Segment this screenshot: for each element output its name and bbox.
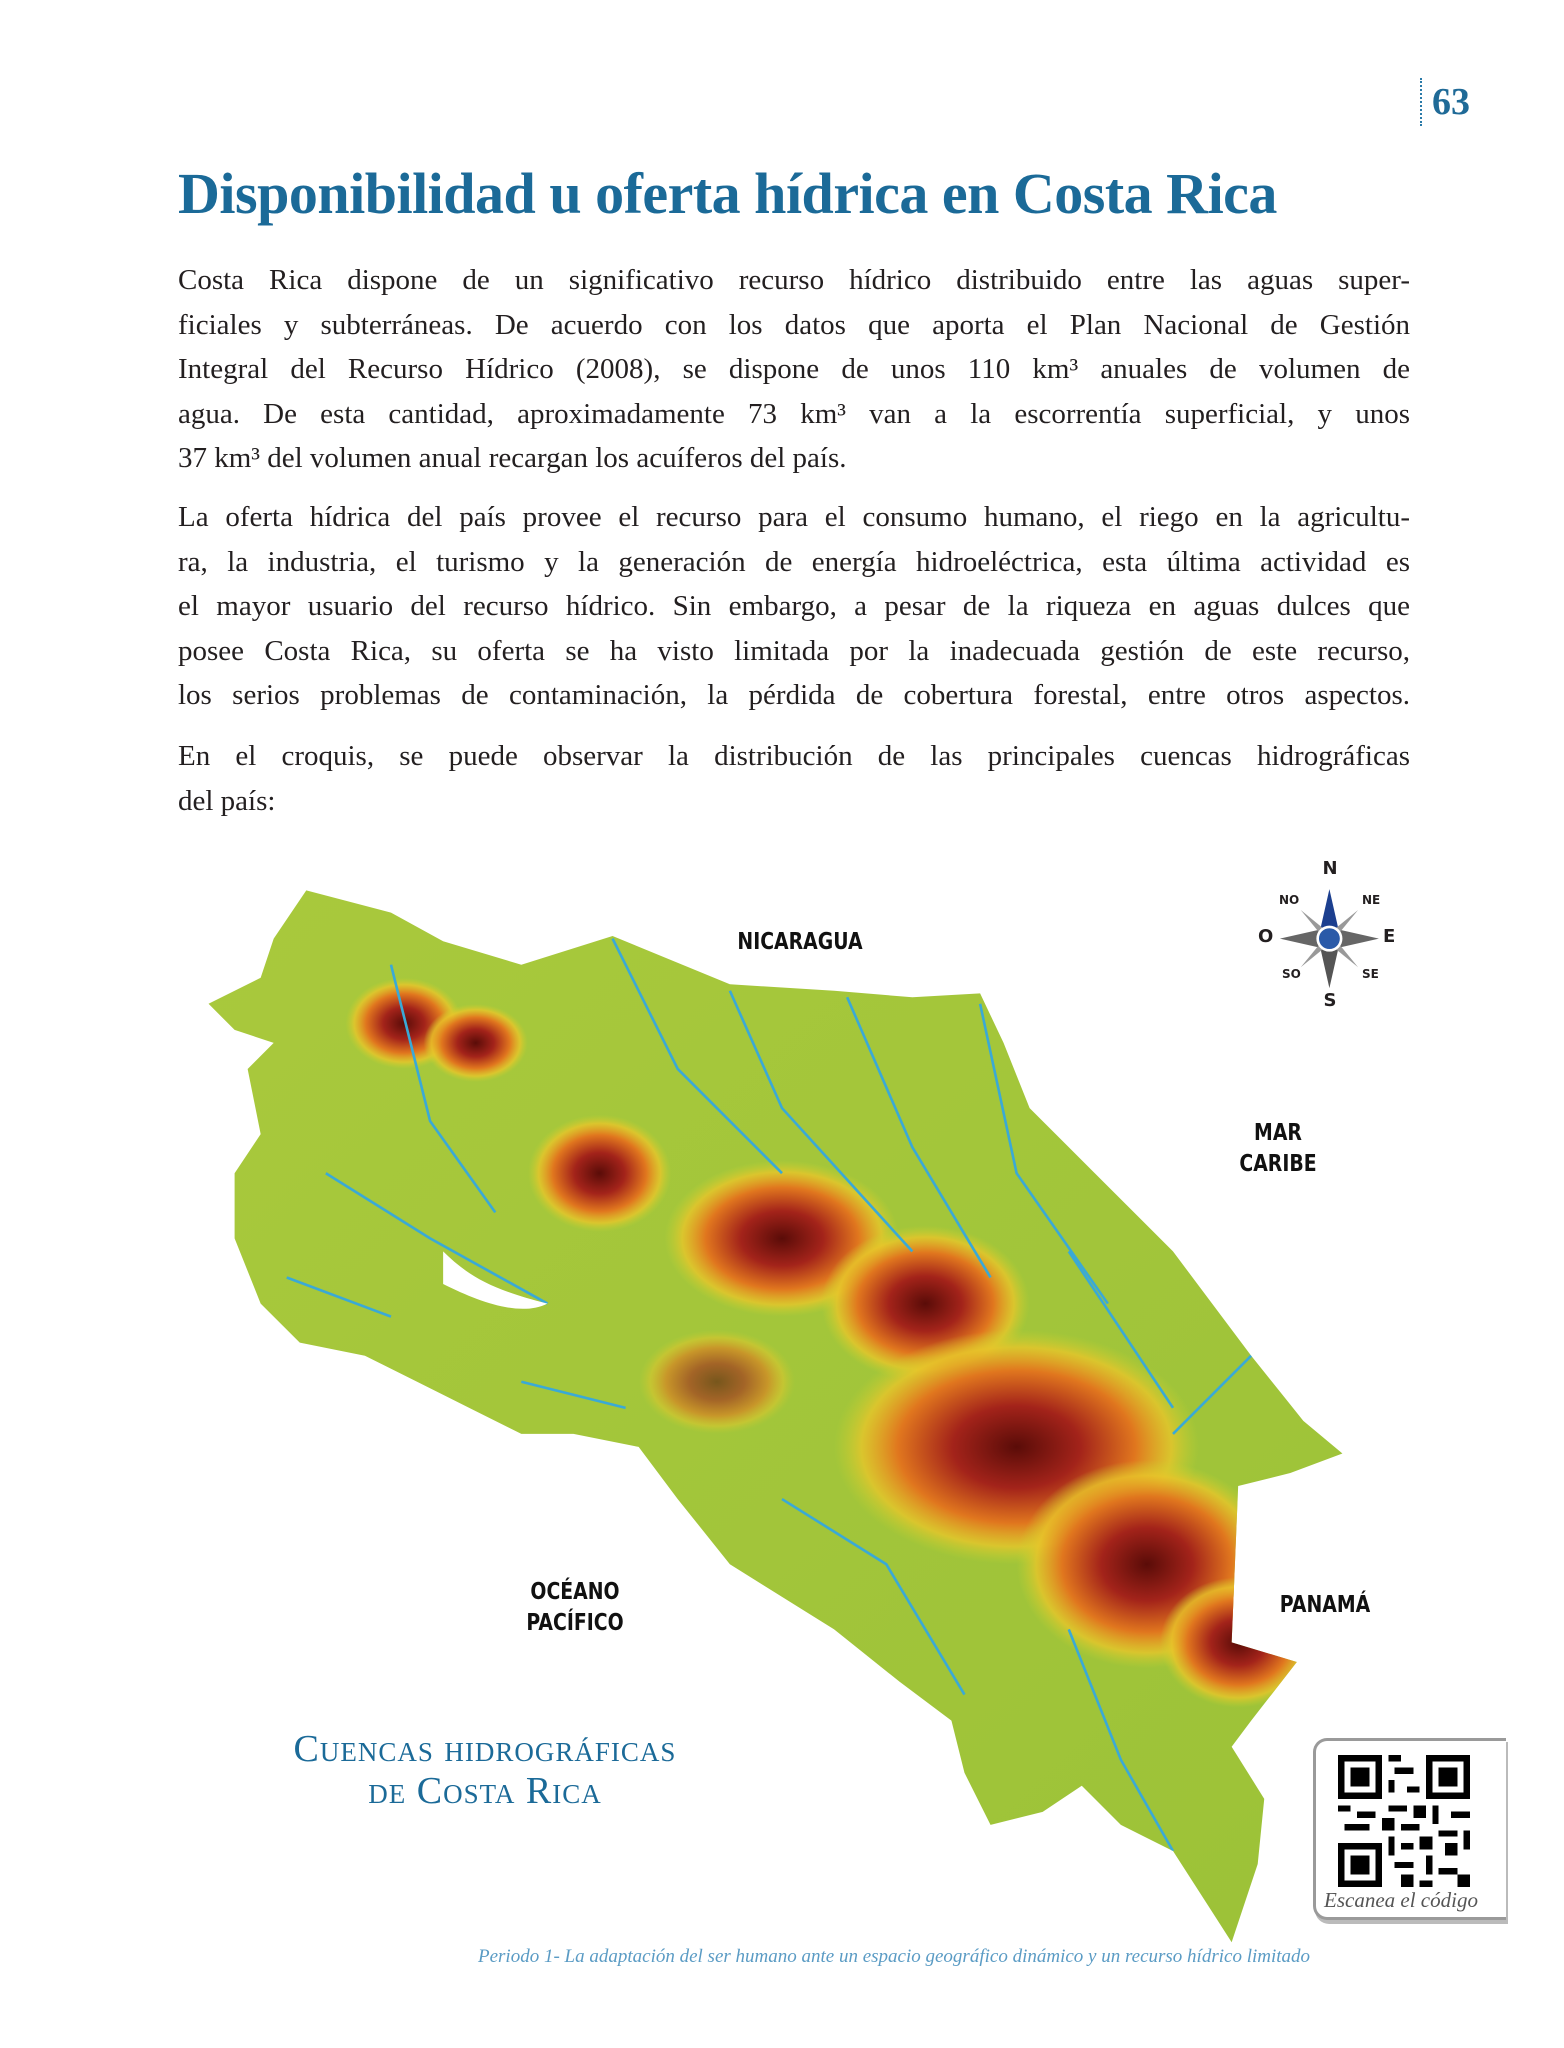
text-line: los serios problemas de contaminación, la pérdida de cobertura forestal, entre otros aspectos. [178,679,1410,711]
compass-no: NO [1279,893,1300,907]
qr-caption: Escanea el código [1324,1888,1478,1912]
text-line: ficiales y subterráneas. De acuerdo con los datos que aporta el Plan Nacional de Gestión [178,308,1410,341]
label-oceano-pacifico [514,1577,637,1639]
qr-code-icon [1338,1755,1470,1887]
label-panama: PANAMÁ [1279,1592,1371,1618]
map-title-line-2: de Costa Rica [368,1770,602,1812]
map-title [200,1728,770,1812]
compass-s: S [1323,990,1337,1011]
text-line: Integral del Recurso Hídrico (2008), se dispone de unos 110 km³ anuales de volumen de [178,353,1410,385]
text-line: del país: [178,784,276,817]
label-nicaragua: NICARAGUA [737,929,863,955]
text-line: el mayor usuario del recurso hídrico. Sin embargo, a pesar de la riqueza en aguas dulces que [178,590,1410,622]
page-footer: Periodo 1- La adaptación del ser humano ante un espacio geográfico dinámico y un recurso hídrico limitado [478,1946,1311,1967]
label-mar: MAR [1254,1120,1302,1146]
map-title-line-1: Cuencas hidrográficas [293,1728,677,1770]
page-number: 63 [1420,78,1470,126]
compass-so: SO [1282,967,1301,981]
page-title: Disponibilidad u oferta hídrica en Costa Rica [178,161,1277,226]
compass-se: SE [1362,967,1379,981]
text-line: ra, la industria, el turismo y la generación de energía hidroeléctrica, esta última actividad es [178,545,1410,578]
text-line: posee Costa Rica, su oferta se ha visto limitada por la inadecuada gestión de este recurso, [178,634,1410,667]
label-pacifico: PACÍFICO [526,1610,624,1636]
text-line: Costa Rica dispone de un significativo recurso hídrico distribuido entre las aguas super- [178,264,1410,296]
compass-e: E [1383,926,1396,947]
text-line: En el croquis, se puede observar la distribución de las principales cuencas hidrográficas [178,740,1410,772]
text-line: agua. De esta cantidad, aproximadamente 73 km³ van a la escorrentía superficial, y unos [178,397,1410,430]
label-caribe: CARIBE [1239,1151,1317,1177]
label-mar-caribe [1229,1118,1327,1180]
text-line: 37 km³ del volumen anual recargan los acuíferos del país. [178,442,847,474]
text-line: La oferta hídrica del país provee el recurso para el consumo humano, el riego en la agricultu- [178,501,1410,533]
label-oceano: OCÉANO [530,1579,620,1605]
qr-code-box[interactable] [1313,1738,1506,1920]
compass-ne: NE [1362,893,1381,907]
compass-o: O [1258,926,1274,947]
compass-n: N [1322,858,1338,879]
